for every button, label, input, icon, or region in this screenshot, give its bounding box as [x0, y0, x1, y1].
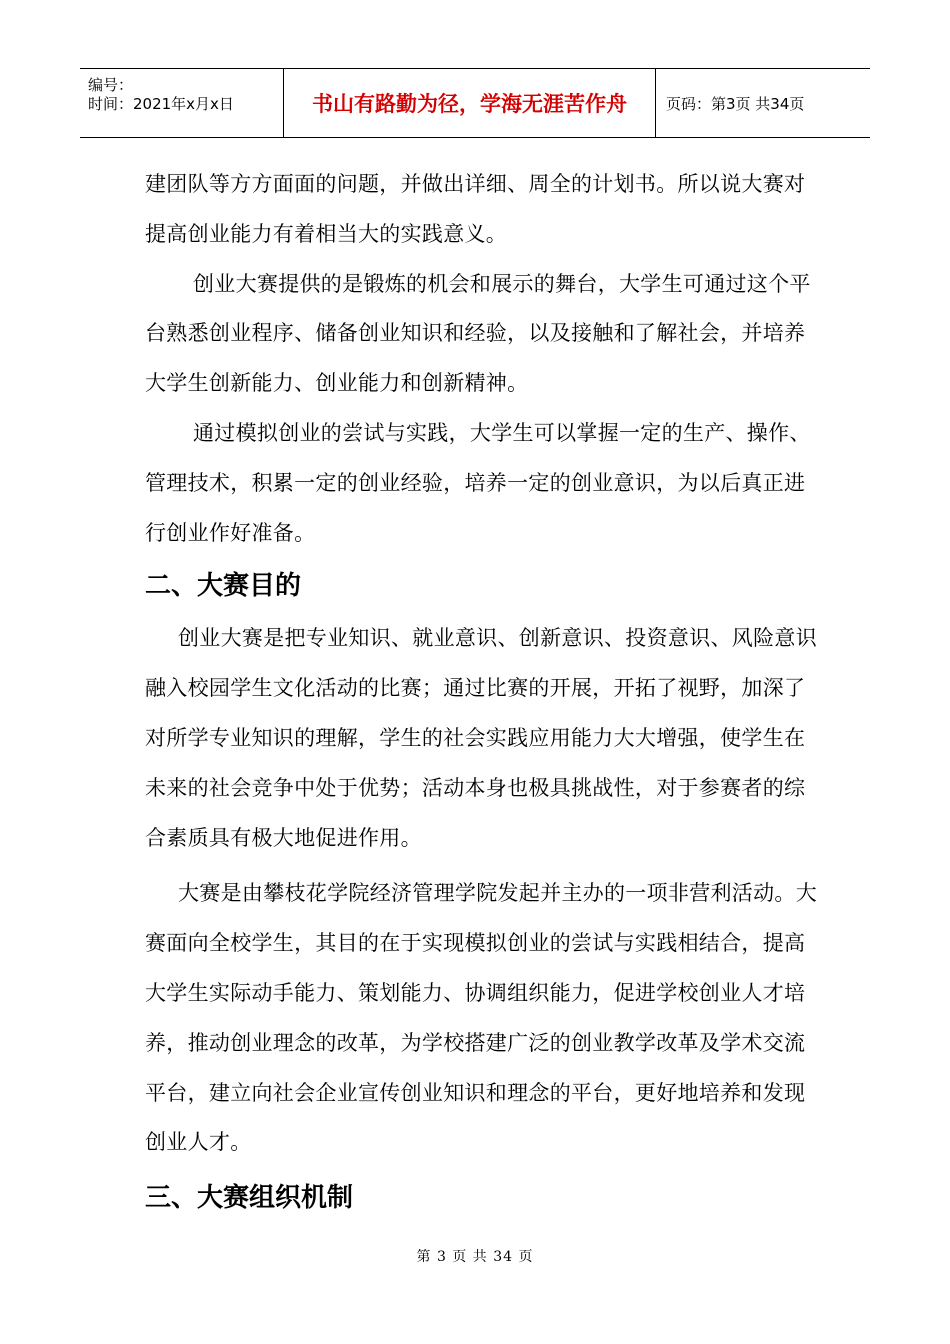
page-footer: 第 3 页 共 34 页 [416, 1249, 534, 1265]
document-body [145, 160, 825, 1226]
paragraph: 大赛是由攀枝花学院经济管理学院发起并主办的一项非营利活动。大赛面向全校学生，其目的在于实现模拟创业的尝试与实践相结合，提高大学生实际动手能力、策划能力、协调组织能力，促进学校创业人才培养，推动创业理念的改革，为学校搭建广泛的创业教学改革及学术交流平台，建立向社会企业宣传创业知识和理念的平台，更好地培养和发现创业人才。 [145, 881, 817, 1155]
header-page-info: 页码：第3页 共34页 [666, 94, 805, 113]
header-motto: 书山有路勤为径，学海无涯苦作舟 [283, 69, 656, 137]
header-left-cell [80, 69, 283, 137]
section-heading-3: 三、大赛组织机制 [145, 1183, 354, 1214]
paragraph: 创业大赛是把专业知识、就业意识、创新意识、投资意识、风险意识融入校园学生文化活动的比赛；通过比赛的开展，开拓了视野，加深了对所学专业知识的理解，学生的社会实践应用能力大大增强，使学生在未来的社会竞争中处于优势；活动本身也极具挑战性，对于参赛者的综合素质具有极大地促进作用。 [145, 626, 817, 850]
page-header [80, 68, 870, 138]
date-label: 时间：2021年x月x日 [88, 95, 234, 113]
paragraph-continuation: 建团队等方方面面的问题，并做出详细、周全的计划书。所以说大赛对提高创业能力有着相当大的实践意义。 [145, 172, 806, 246]
paragraph: 通过模拟创业的尝试与实践，大学生可以掌握一定的生产、操作、管理技术，积累一定的创业经验，培养一定的创业意识，为以后真正进行创业作好准备。 [145, 420, 811, 545]
number-label: 编号： [88, 76, 134, 94]
section-heading-2: 二、大赛目的 [145, 571, 302, 602]
paragraph: 创业大赛提供的是锻炼的机会和展示的舞台，大学生可通过这个平台熟悉创业程序、储备创业知识和经验，以及接触和了解社会，并培养大学生创新能力、创业能力和创新精神。 [145, 271, 811, 396]
